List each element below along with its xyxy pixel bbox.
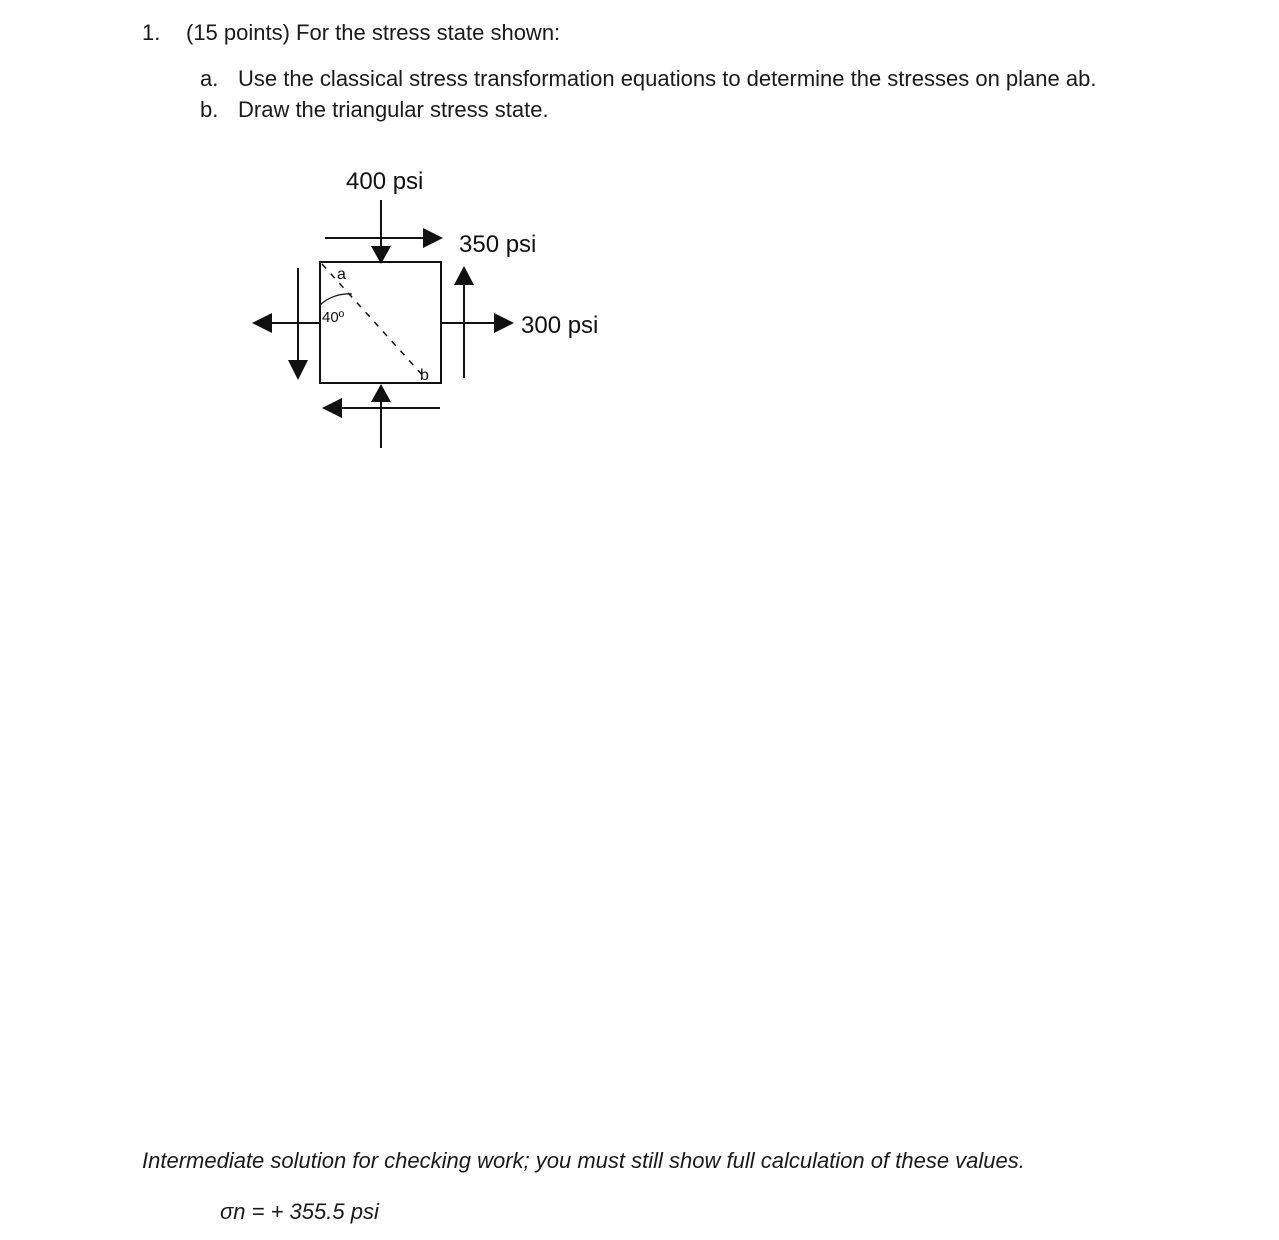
angle-arc: [320, 294, 352, 305]
point-b-label: b: [420, 367, 429, 384]
bottom-shear-arrowhead: [322, 398, 342, 418]
bottom-normal-arrowhead: [371, 384, 391, 402]
part-b-text: Draw the triangular stress state.: [238, 97, 549, 122]
top-stress-label: 400 psi: [346, 168, 424, 195]
right-shear-arrowhead: [454, 266, 474, 285]
right-stress-label: 300 psi: [521, 312, 599, 339]
top-shear-arrowhead: [423, 228, 443, 248]
sigma-n-symbol: σn: [220, 1199, 246, 1224]
part-b-letter: b.: [200, 97, 219, 122]
question-number: 1.: [142, 20, 161, 45]
part-a-letter: a.: [200, 66, 219, 91]
point-a-label: a: [337, 266, 346, 283]
part-a-text: Use the classical stress transformation equations to determine the stresses on plane ab.: [238, 66, 1097, 91]
normal-stress-answer: [220, 1199, 379, 1225]
left-normal-arrowhead: [252, 313, 272, 333]
question-text: (15 points) For the stress state shown:: [186, 20, 561, 45]
angle-label: 40º: [322, 309, 345, 326]
right-normal-arrowhead: [494, 313, 514, 333]
shear-stress-label: 350 psi: [459, 231, 537, 258]
sigma-n-value: = + 355.5 psi: [245, 1199, 379, 1224]
left-shear-arrowhead: [288, 360, 308, 380]
intermediate-solution-note: Intermediate solution for checking work; you must still show full calculation of these values.: [142, 1148, 1025, 1173]
